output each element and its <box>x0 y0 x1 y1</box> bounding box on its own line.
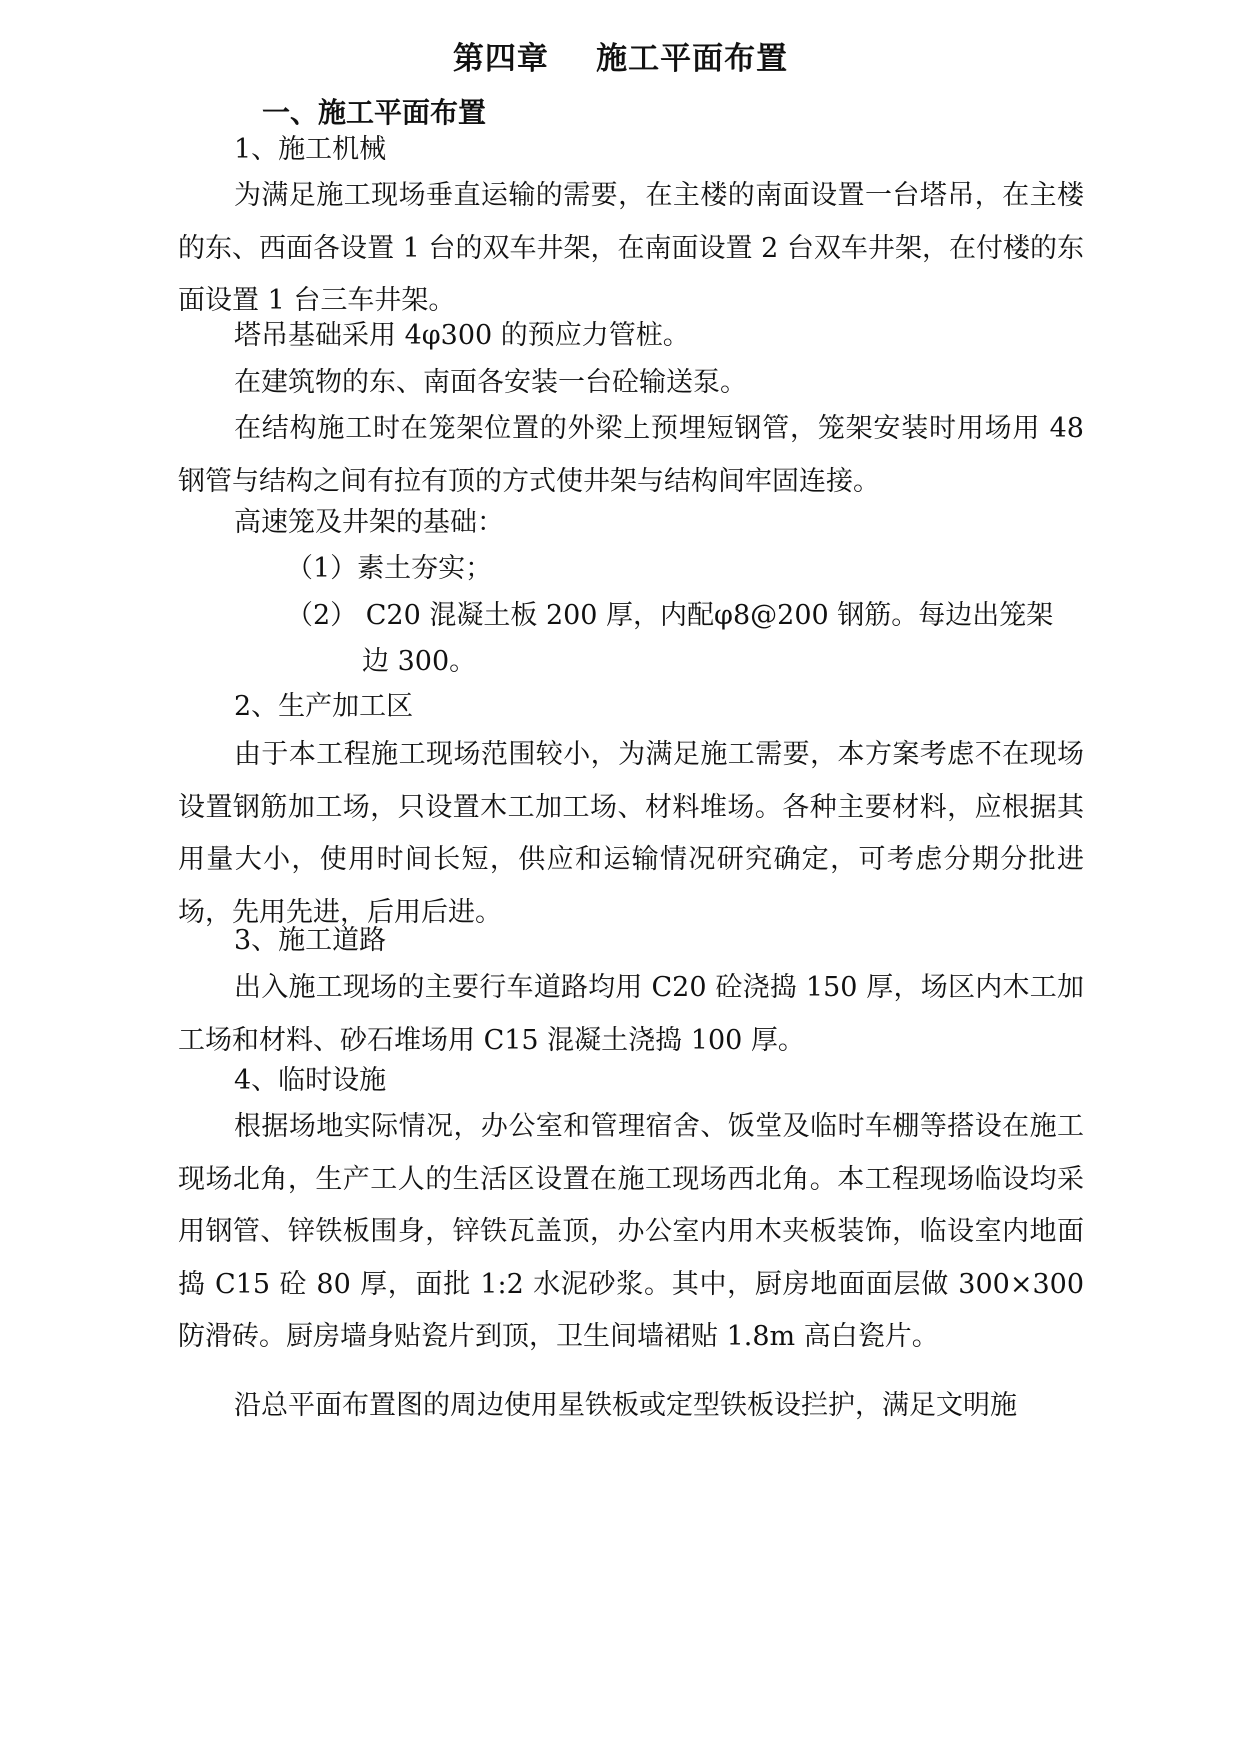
paragraph-temporary-facilities-2: 沿总平面布置图的周边使用星铁板或定型铁板设拦护，满足文明施 <box>234 1390 1017 1421</box>
chapter-title: 第四章 施工平面布置 <box>452 41 789 77</box>
section-heading: 一、施工平面布置 <box>262 96 487 129</box>
paragraph-machinery-2: 塔吊基础采用 4φ300 的预应力管桩。 <box>234 320 690 351</box>
list-item-2-continued: 边 300。 <box>362 646 477 677</box>
paragraph-machinery-5: 高速笼及井架的基础： <box>234 507 504 538</box>
paragraph-roads: 出入施工现场的主要行车道路均用 C20 砼浇捣 150 厚，场区内木工加工场和材料、砂石堆场用 C15 混凝土浇捣 100 厚。 <box>178 972 1084 1056</box>
subsection-heading-roads: 3、施工道路 <box>234 925 387 956</box>
subsection-heading-processing-area: 2、生产加工区 <box>234 691 414 722</box>
paragraph-processing-area: 由于本工程施工现场范围较小，为满足施工需要，本方案考虑不在现场设置钢筋加工场，只设置木工加工场、材料堆场。各种主要材料，应根据其用量大小，使用时间长短，供应和运输情况研究确定，可考虑分期分批进场，先用先进，后用后进。 <box>178 739 1084 928</box>
paragraph-machinery-4: 在结构施工时在笼架位置的外梁上预埋短钢管，笼架安装时用场用 48 钢管与结构之间有拉有顶的方式使井架与结构间牢固连接。 <box>178 413 1084 497</box>
list-item-2: （2） C20 混凝土板 200 厚，内配φ8@200 钢筋。每边出笼架 <box>286 600 1054 631</box>
paragraph-temporary-facilities-1: 根据场地实际情况，办公室和管理宿舍、饭堂及临时车棚等搭设在施工现场北角，生产工人的生活区设置在施工现场西北角。本工程现场临设均采用钢管、锌铁板围身，锌铁瓦盖顶，办公室内用木夹板装饰，临设室内地面捣 C15 砼 80 厚，面批 1:2 水泥砂浆。其中，厨房地面面层做 300×300 防滑砖。厨房墙身贴瓷片到顶，卫生间墙裙贴 1.8m 高白瓷片。 <box>178 1111 1084 1352</box>
subsection-heading-temporary-facilities: 4、临时设施 <box>234 1065 387 1096</box>
subsection-heading-machinery: 1、施工机械 <box>234 134 387 165</box>
paragraph-machinery-1: 为满足施工现场垂直运输的需要，在主楼的南面设置一台塔吊，在主楼的东、西面各设置 1 台的双车井架，在南面设置 2 台双车井架，在付楼的东面设置 1 台三车井架。 <box>178 180 1084 316</box>
paragraph-machinery-3: 在建筑物的东、南面各安装一台砼输送泵。 <box>234 367 747 398</box>
list-item-1: （1）素土夯实； <box>286 553 493 584</box>
